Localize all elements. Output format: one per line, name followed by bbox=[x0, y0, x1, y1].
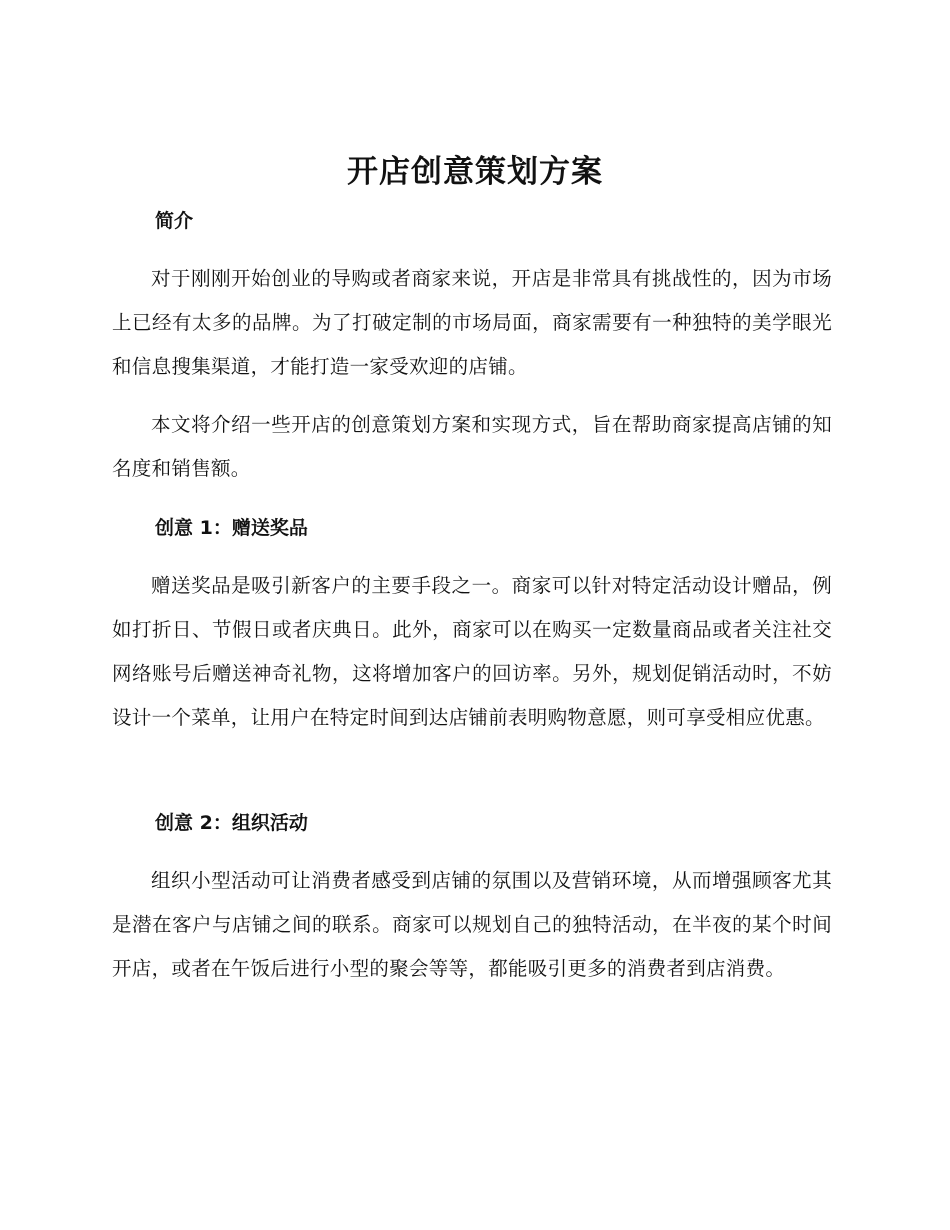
intro-paragraph-2: 本文将介绍一些开店的创意策划方案和实现方式，旨在帮助商家提高店铺的知名度和销售额。 bbox=[112, 413, 832, 480]
section-heading-idea-1: 创意 1：赠送奖品 bbox=[155, 517, 308, 539]
idea-1-paragraph: 赠送奖品是吸引新客户的主要手段之一。商家可以针对特定活动设计赠品，例如打折日、节假日或者庆典日。此外，商家可以在购买一定数量商品或者关注社交网络账号后赠送神奇礼物，这将增加客户的回访率。另外，规划促销活动时，不妨设计一个菜单，让用户在特定时间到达店铺前表明购物意愿，则可享受相应优惠。 bbox=[112, 574, 832, 729]
intro-paragraph-1: 对于刚刚开始创业的导购或者商家来说，开店是非常具有挑战性的，因为市场上已经有太多的品牌。为了打破定制的市场局面，商家需要有一种独特的美学眼光和信息搜集渠道，才能打造一家受欢迎的店铺。 bbox=[112, 267, 832, 378]
idea-2-paragraph: 组织小型活动可让消费者感受到店铺的氛围以及营销环境，从而增强顾客尤其是潜在客户与店铺之间的联系。商家可以规划自己的独特活动，在半夜的某个时间开店，或者在午饭后进行小型的聚会等等，都能吸引更多的消费者到店消费。 bbox=[112, 869, 832, 980]
document-title: 开店创意策划方案 bbox=[347, 154, 603, 190]
section-heading-intro: 简介 bbox=[155, 210, 194, 232]
section-heading-idea-2: 创意 2：组织活动 bbox=[155, 812, 308, 834]
